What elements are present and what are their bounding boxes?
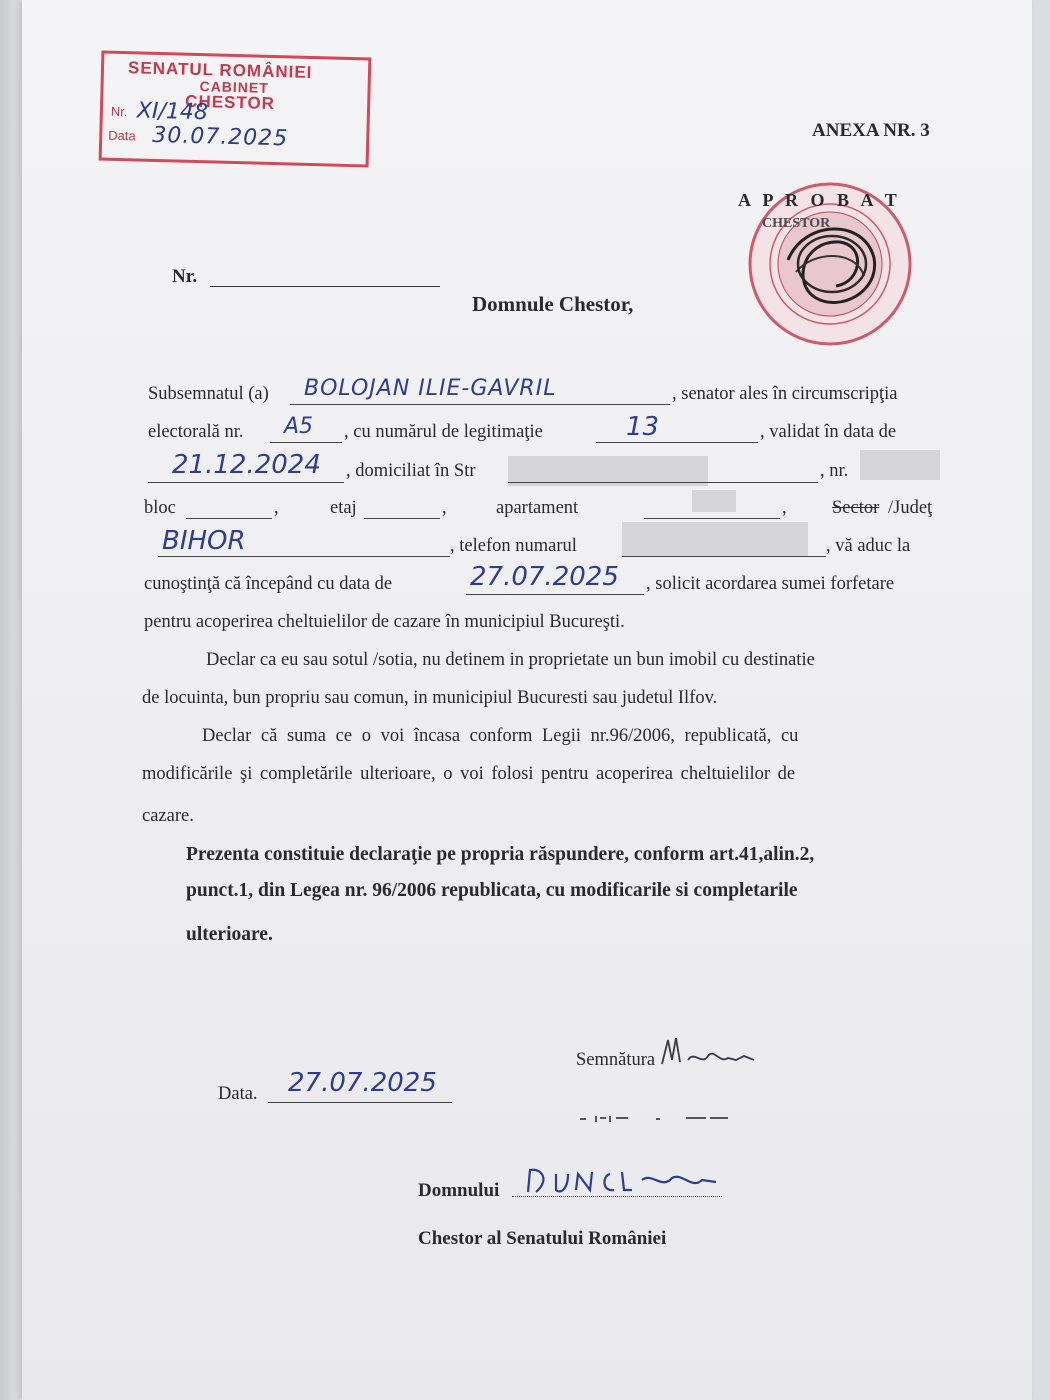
approval-sub: CHESTOR (762, 216, 831, 231)
text-bloc: bloc (144, 498, 176, 518)
faint-printed-text-icon (576, 1110, 736, 1126)
stamp-date-value: 30.07.2025 (151, 122, 289, 152)
stamp-line-chestor: CHESTOR (184, 91, 276, 114)
county: BIHOR (162, 526, 246, 556)
comma-2: , (442, 498, 447, 518)
comma-1: , (274, 498, 279, 518)
annex-title: ANEXA NR. 3 (812, 120, 930, 141)
salutation: Domnule Chestor, (472, 292, 634, 316)
sign-date: 27.07.2025 (288, 1068, 437, 1098)
approval-label: A P R O B A T (738, 190, 901, 210)
text-judet: /Judeţ (888, 498, 933, 518)
declaration-2-line-1: Declar că suma ce o voi încasa conform Legii nr.96/2006, republicată, cu (202, 726, 799, 746)
legit-line (596, 442, 758, 443)
validat-line (148, 482, 344, 483)
redacted-number (860, 450, 940, 480)
declaration-1-line-1: Declar ca eu sau sotul /sotia, nu detinem in proprietate un bun imobil cu destinatie (206, 650, 815, 670)
stamp-line-senate: SENATUL ROMÂNIEI (127, 58, 313, 83)
text-electorala: electorală nr. (148, 422, 244, 442)
bold-statement-line-1: Prezenta constituie declaraţie pe propria răspundere, conform art.41,alin.2, (186, 844, 815, 865)
text-sector-struck: Sector (832, 498, 880, 518)
declaration-1-line-2: de locuinta, bun propriu sau comun, in municipiul Bucuresti sau judetul Ilfov. (142, 688, 718, 708)
signature-scribble-icon (658, 1030, 758, 1074)
date-label: Data. (218, 1084, 258, 1104)
registration-nr-label: Nr. (172, 266, 198, 287)
sign-date-line (268, 1102, 452, 1103)
bold-statement-line-3: ulterioare. (186, 924, 273, 945)
text-apartament: apartament (496, 498, 579, 518)
stamp-line-cabinet: CABINET (199, 78, 270, 96)
redacted-phone (622, 522, 808, 556)
circ-line (270, 442, 342, 443)
bold-statement-line-2: punct.1, din Legea nr. 96/2006 republicata, cu modificarile si completarile (186, 880, 798, 901)
text-acoperirea: pentru acoperirea cheltuielilor de cazare în municipiul Bucureşti. (144, 612, 625, 632)
constituency-number: A5 (284, 414, 314, 439)
addressee-title: Chestor al Senatului României (418, 1228, 667, 1249)
declaration-2-line-2: modificările şi completările ulterioare, o voi folosi pentru acoperirea cheltuielilor de (142, 764, 796, 784)
judet-line (158, 556, 450, 557)
stamp-nr-label: Nr. (110, 103, 128, 120)
registration-nr-line (210, 286, 440, 287)
signature-label: Semnătura (576, 1050, 656, 1070)
id-number: 13 (626, 412, 660, 442)
bloc-line (186, 518, 272, 519)
text-cunostinta: cunoştinţă că începând cu data de (144, 574, 393, 594)
text-solicit: , solicit acordarea sumei forfetare (646, 574, 895, 594)
text-nr: , nr. (820, 461, 849, 481)
text-telefon: , telefon numarul (450, 536, 577, 556)
text-etaj: etaj (330, 498, 357, 518)
document-page (22, 0, 1032, 1400)
phone-line (622, 556, 826, 557)
text-subsemnatul: Subsemnatul (a) (148, 384, 269, 404)
comma-3: , (782, 498, 787, 518)
etaj-line (364, 518, 440, 519)
redacted-apartment (692, 490, 736, 512)
apartment-line (644, 518, 780, 519)
registration-stamp (99, 50, 372, 167)
text-legitimatie: , cu numărul de legitimaţie (344, 422, 543, 442)
start-date-line (466, 594, 644, 595)
validation-date: 21.12.2024 (172, 450, 321, 480)
stamp-nr-value: XI/148 (136, 98, 209, 126)
text-validat: , validat în data de (760, 422, 897, 442)
text-va-aduc: , vă aduc la (826, 536, 911, 556)
stamp-date-label: Data (108, 127, 136, 144)
declaration-2-line-3: cazare. (142, 806, 194, 826)
street-line (508, 482, 818, 483)
text-senator: , senator ales în circumscripţia (672, 384, 898, 404)
addressee-label: Domnului (418, 1180, 500, 1201)
text-domiciliat: , domiciliat în Str (346, 461, 476, 481)
name-line (290, 404, 670, 405)
chestor-name-handwritten-icon (522, 1160, 722, 1200)
start-date: 27.07.2025 (470, 562, 619, 592)
applicant-name: BOLOJAN ILIE-GAVRIL (304, 376, 557, 401)
